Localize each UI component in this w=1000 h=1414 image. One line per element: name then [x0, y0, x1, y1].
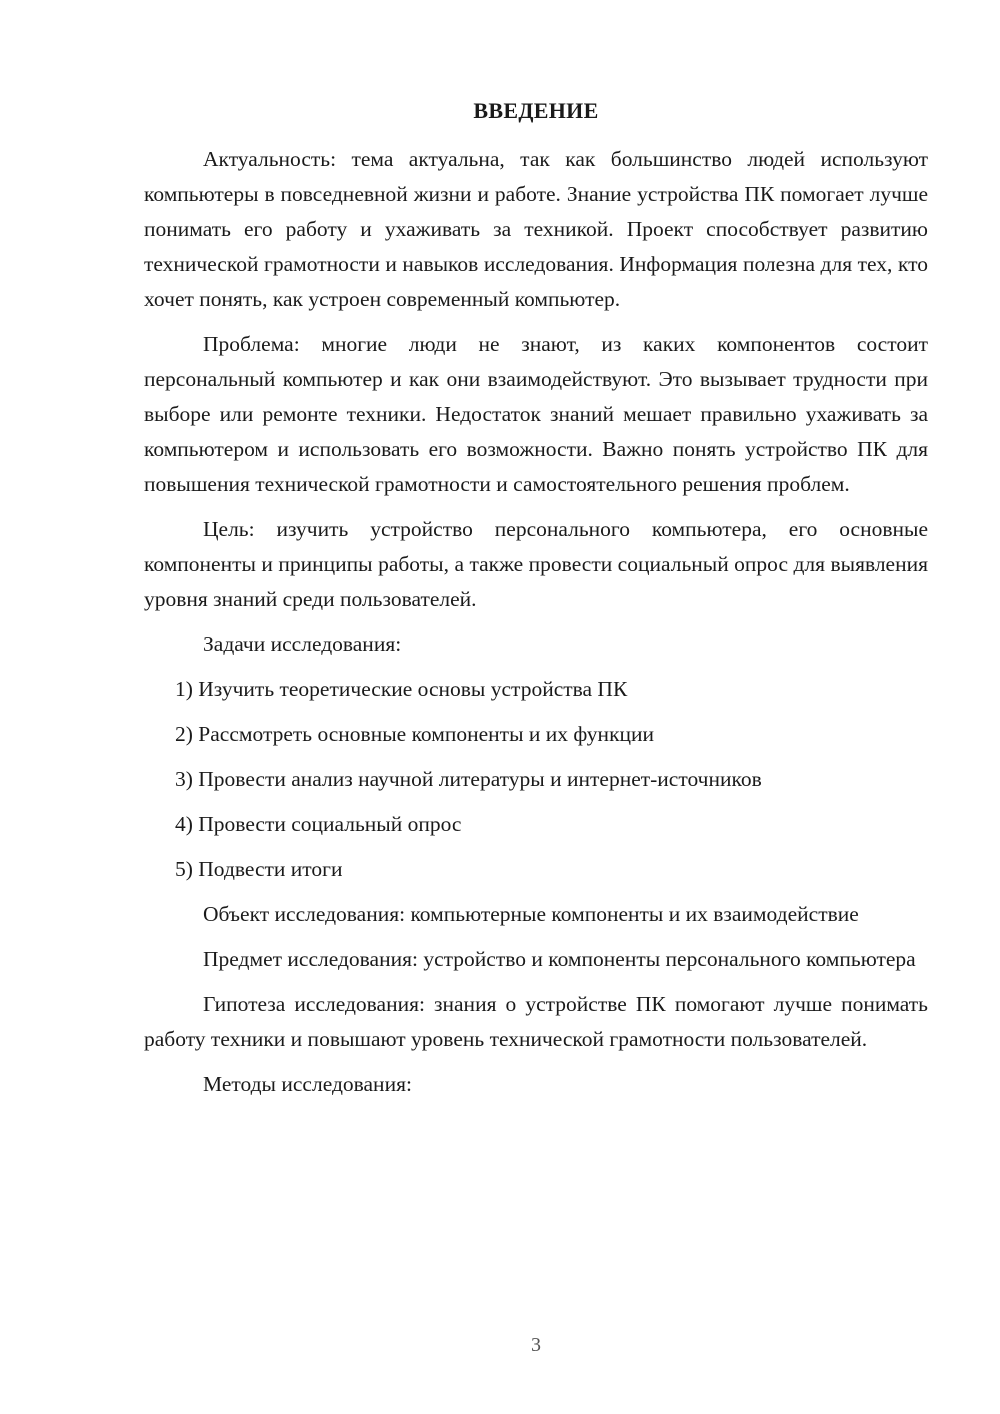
task-item: 5) Подвести итоги — [175, 857, 343, 881]
goal-paragraph: Цель: изучить устройство персонального компьютера, его основные компоненты и принципы работы, а также провести социальный опрос для выявления уровня знаний среди пользователей. — [144, 517, 928, 611]
tasks-heading: Задачи исследования: — [203, 632, 402, 656]
task-item: 3) Провести анализ научной литературы и интернет-источников — [175, 767, 762, 791]
task-item: 1) Изучить теоретические основы устройства ПК — [175, 677, 628, 701]
object-paragraph: Объект исследования: компьютерные компоненты и их взаимодействие — [203, 902, 859, 926]
methods-heading: Методы исследования: — [203, 1072, 412, 1096]
problem-paragraph: Проблема: многие люди не знают, из каких компонентов состоит персональный компьютер и как они взаимодействуют. Это вызывает трудности при выборе или ремонте техники. Недостаток знаний мешает правильно ухаживать за компьютером и использовать его возможности. Важно понять устройство ПК для повышения технической грамотности и самостоятельного решения проблем. — [144, 332, 928, 496]
page-number: 3 — [531, 1334, 541, 1356]
subject-paragraph: Предмет исследования: устройство и компоненты персонального компьютера — [203, 947, 916, 971]
hypothesis-paragraph: Гипотеза исследования: знания о устройстве ПК помогают лучше понимать работу техники и повышают уровень технической грамотности пользователей. — [144, 992, 928, 1051]
section-title: ВВЕДЕНИЕ — [473, 98, 599, 123]
document-body — [144, 142, 928, 1112]
task-item: 2) Рассмотреть основные компоненты и их функции — [175, 722, 655, 746]
relevance-paragraph: Актуальность: тема актуальна, так как большинство людей используют компьютеры в повседневной жизни и работе. Знание устройства ПК помогает лучше понимать его работу и ухаживать за техникой. Проект способствует развитию технической грамотности и навыков исследования. Информация полезна для тех, кто хочет понять, как устроен современный компьютер. — [144, 147, 928, 311]
task-item: 4) Провести социальный опрос — [175, 812, 462, 836]
